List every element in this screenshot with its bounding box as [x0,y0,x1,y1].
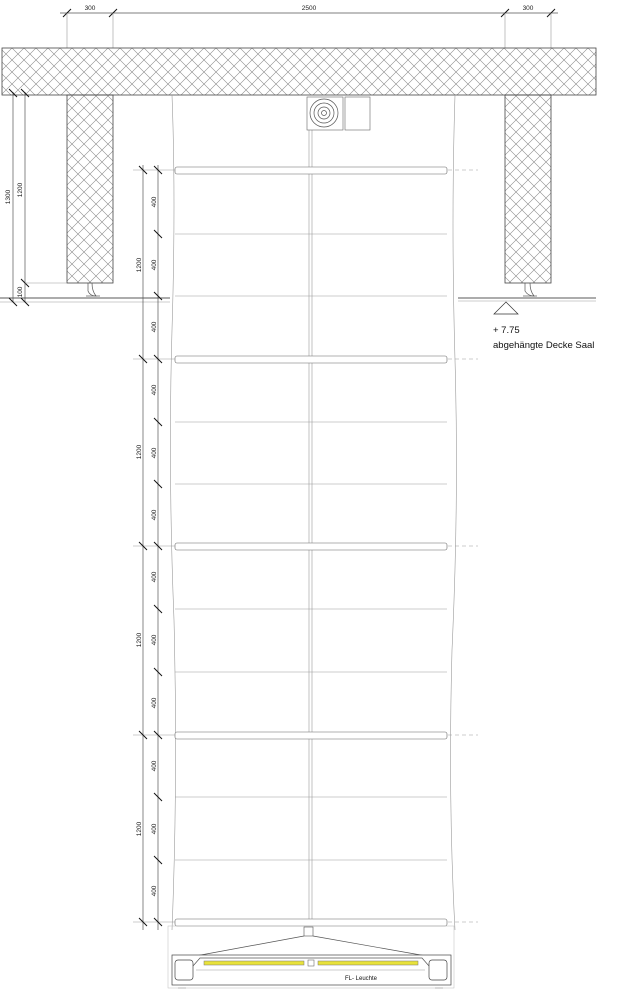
top-dimension-chain [60,5,558,48]
dim-part-1b: 400 [151,259,158,271]
dim-part-2c: 400 [151,509,158,521]
dim-left-inner: 1200 [17,182,24,198]
dim-part-3a: 400 [151,571,158,583]
light-fixture [168,926,454,988]
left-dimension-chain [5,89,67,306]
dim-left-outer: 1300 [5,189,12,205]
fabric-panel [170,95,456,930]
dim-part-4c: 400 [151,885,158,897]
lamp-tube-right [318,961,418,965]
level-elevation: + 7.75 [493,325,520,336]
main-beam [2,48,596,95]
left-hanger [86,283,100,296]
dim-left-small: 100 [17,286,24,298]
dim-part-2b: 400 [151,447,158,459]
batten-3 [175,543,447,550]
dim-top-left: 300 [84,5,96,12]
left-column [67,95,113,283]
dim-part-3c: 400 [151,697,158,709]
right-hanger [523,283,537,296]
dim-part-3b: 400 [151,634,158,646]
level-marker [493,302,594,351]
dim-span-4: 1200 [136,821,143,837]
dim-part-2a: 400 [151,384,158,396]
dim-top-right: 300 [522,5,534,12]
ceiling-level-right [458,298,596,301]
dim-span-1: 1200 [136,257,143,273]
roller-motor [307,97,370,130]
dim-top-middle: 2500 [301,5,317,12]
fixture-label: FL- Leuchte [344,976,378,982]
batten-5 [175,919,447,926]
dim-part-4b: 400 [151,823,158,835]
level-description: abgehängte Decke Saal [493,340,595,351]
dim-part-4a: 400 [151,760,158,772]
panel-divisions [175,167,478,926]
ceiling-level-left [0,298,170,302]
right-column [505,95,551,283]
batten-2 [175,356,447,363]
panel-dimension-chain [133,165,175,930]
dim-part-1a: 400 [151,196,158,208]
lamp-tube-left [204,961,304,965]
batten-1 [175,167,447,174]
dim-part-1c: 400 [151,321,158,333]
batten-4 [175,732,447,739]
dim-span-3: 1200 [136,632,143,648]
dim-span-2: 1200 [136,444,143,460]
